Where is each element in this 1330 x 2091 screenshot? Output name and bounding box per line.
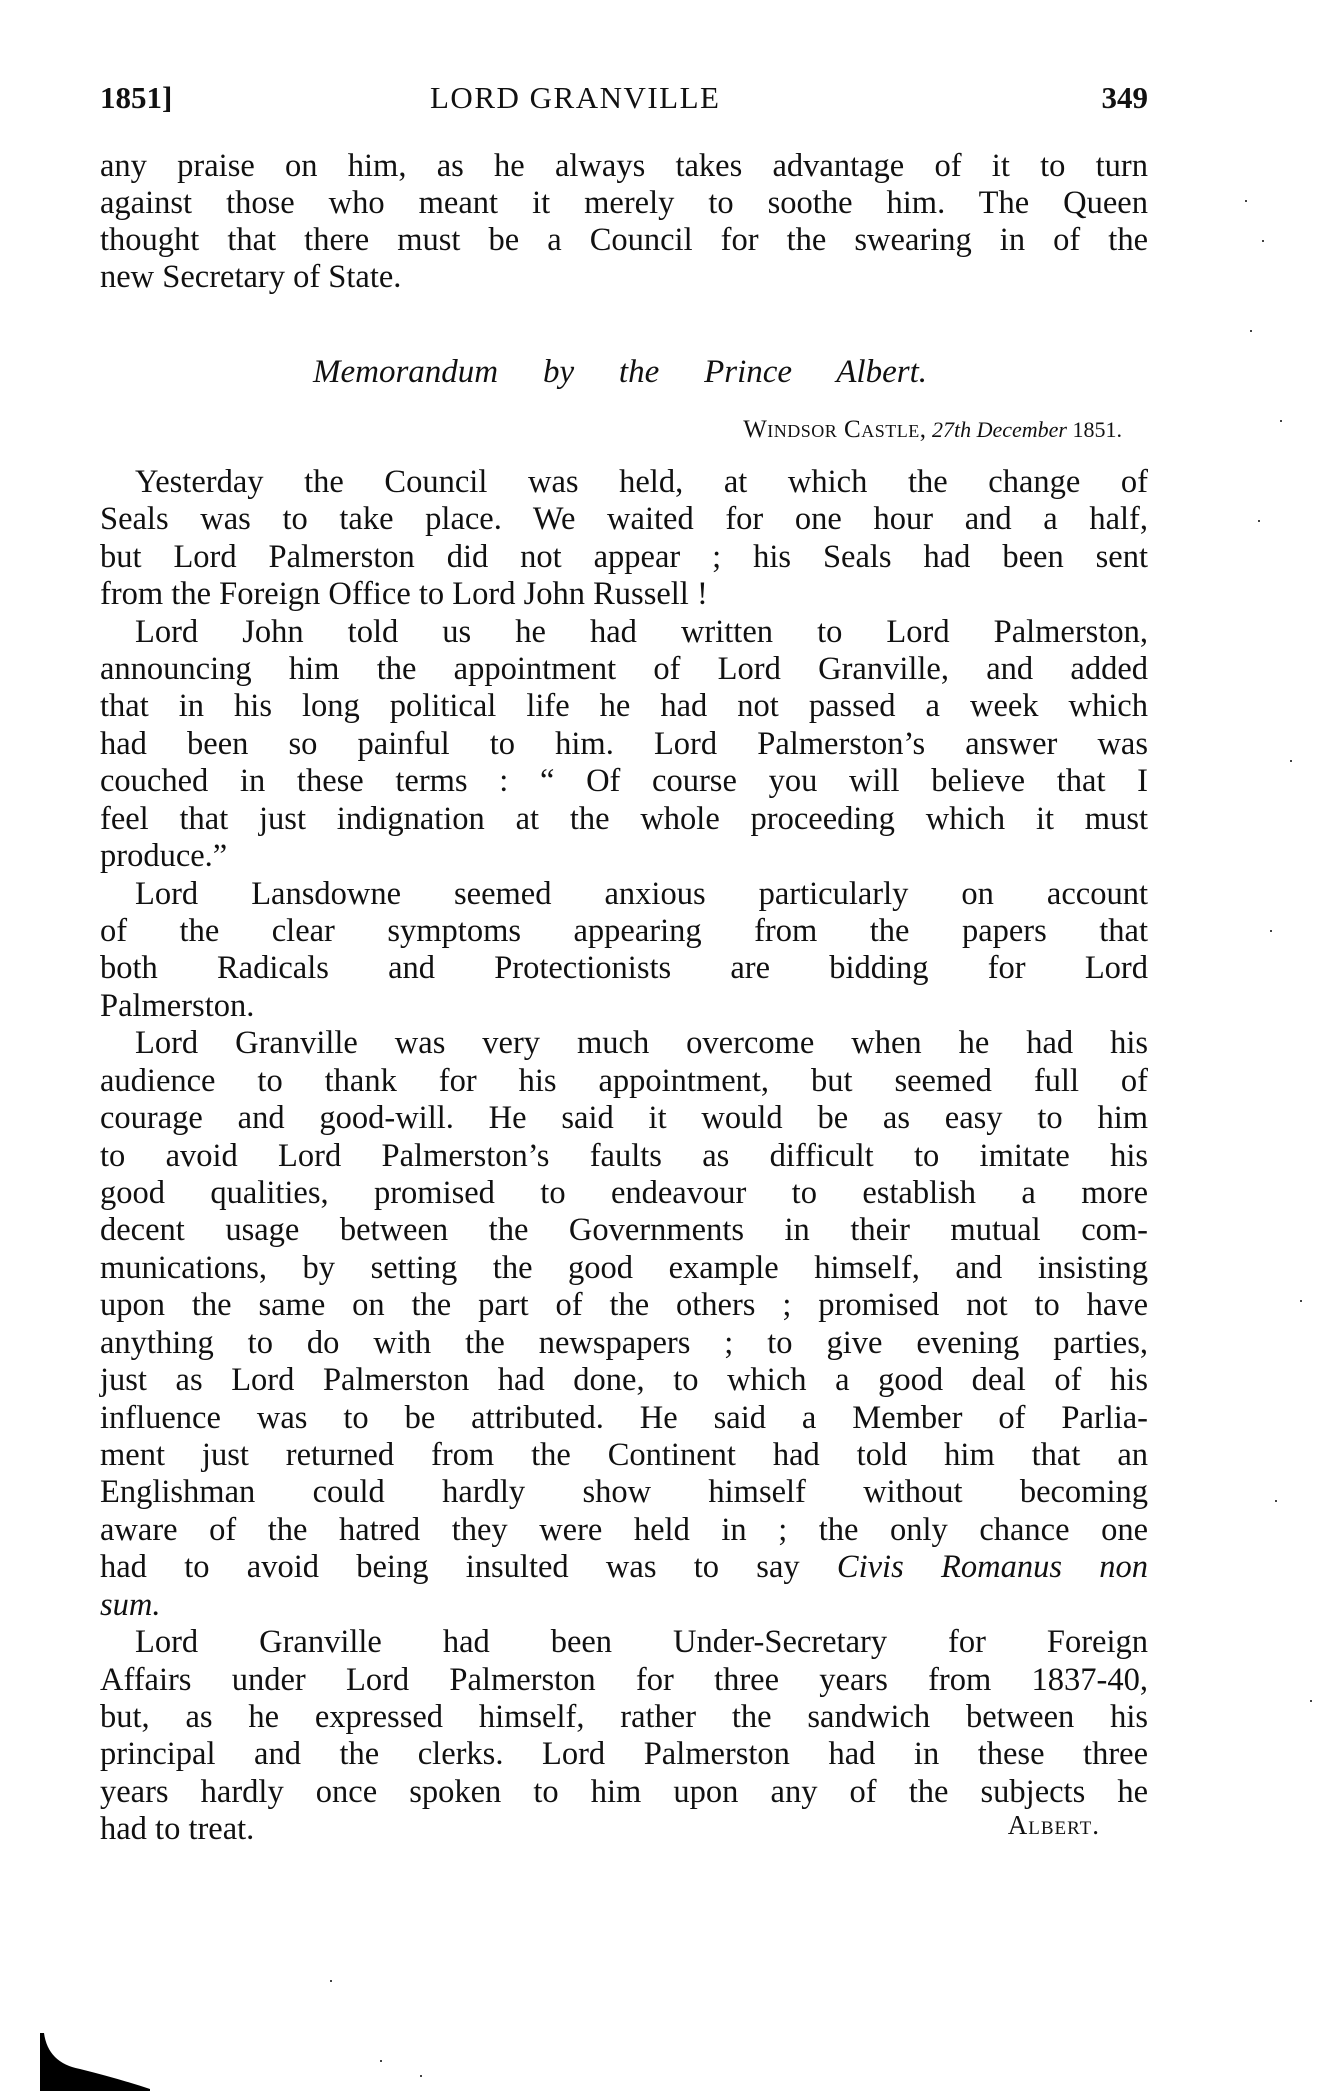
- signature: Albert.: [1007, 1810, 1100, 1840]
- scan-speckle: [1275, 1500, 1277, 1502]
- text-line: Palmerston.: [100, 988, 255, 1024]
- scan-speckle: [420, 2075, 422, 2077]
- text-line: Affairs under Lord Palmerston for three years from 1837-40,: [100, 1662, 1148, 1698]
- running-head-title: LORD GRANVILLE: [430, 80, 721, 115]
- scan-speckle: [1245, 200, 1247, 202]
- scan-speckle: [1270, 930, 1272, 932]
- dateline: [647, 416, 1122, 444]
- dateline-month: December: [976, 417, 1067, 442]
- text-line: principal and the clerks. Lord Palmerston had in these three: [100, 1736, 1148, 1772]
- text-line: years hardly once spoken to him upon any of the subjects he: [100, 1774, 1148, 1810]
- text-line: Seals was to take place. We waited for one hour and a half,: [100, 501, 1148, 537]
- text-line: feel that just indignation at the whole proceeding which it must: [100, 801, 1148, 837]
- text-line: announcing him the appointment of Lord Granville, and added: [100, 651, 1148, 687]
- text-line: had been so painful to him. Lord Palmerston’s answer was: [100, 726, 1148, 762]
- latin-phrase-end: sum.: [100, 1587, 161, 1623]
- text-line: audience to thank for his appointment, but seemed full of: [100, 1063, 1148, 1099]
- text-line: upon the same on the part of the others ; promised not to have: [100, 1287, 1148, 1323]
- scan-speckle: [330, 1980, 332, 1982]
- text-line: Englishman could hardly show himself without becoming: [100, 1474, 1148, 1510]
- text-line: against those who meant it merely to soothe him. The Queen: [100, 185, 1148, 221]
- text-line: just as Lord Palmerston had done, to which a good deal of his: [100, 1362, 1148, 1398]
- text-line: couched in these terms : “ Of course you will believe that I: [100, 763, 1148, 799]
- running-head-year: 1851]: [100, 80, 173, 115]
- scan-speckle: [1262, 240, 1264, 242]
- dateline-place: Windsor Castle,: [743, 416, 927, 443]
- text-line: thought that there must be a Council for the swearing in of the: [100, 222, 1148, 258]
- text-line: courage and good-will. He said it would be as easy to him: [100, 1100, 1148, 1136]
- dateline-day: 27th: [931, 417, 972, 442]
- text-line: Yesterday the Council was held, at which the change of: [135, 464, 1148, 500]
- text-line: [100, 1548, 1148, 1586]
- text-line: any praise on him, as he always takes advantage of it to turn: [100, 148, 1148, 184]
- scan-speckle: [380, 2060, 382, 2062]
- text-line: produce.”: [100, 838, 228, 874]
- scan-speckle: [1310, 1700, 1312, 1702]
- text-line: decent usage between the Governments in their mutual com-: [100, 1212, 1148, 1248]
- text-line: munications, by setting the good example himself, and insisting: [100, 1250, 1148, 1286]
- scan-speckle: [1250, 330, 1252, 332]
- scan-edge-mark: [40, 2033, 150, 2091]
- text-line: to avoid Lord Palmerston’s faults as difficult to imitate his: [100, 1138, 1148, 1174]
- dateline-year: 1851.: [1072, 417, 1122, 442]
- text-line: from the Foreign Office to Lord John Russell !: [100, 576, 708, 612]
- text-line: anything to do with the newspapers ; to give evening parties,: [100, 1325, 1148, 1361]
- text-line: Lord Granville was very much overcome when he had his: [135, 1025, 1148, 1061]
- scan-speckle: [1300, 1300, 1302, 1302]
- running-head: [100, 80, 1148, 116]
- text-line: good qualities, promised to endeavour to establish a more: [100, 1175, 1148, 1211]
- text-line: Lord John told us he had written to Lord Palmerston,: [135, 614, 1148, 650]
- scan-speckle: [1280, 420, 1282, 422]
- scan-speckle: [1290, 760, 1292, 762]
- text-line: had to treat.: [100, 1811, 255, 1847]
- text-line: influence was to be attributed. He said a Member of Parlia-: [100, 1400, 1148, 1436]
- text-line: both Radicals and Protectionists are bidding for Lord: [100, 950, 1148, 986]
- text-line: new Secretary of State.: [100, 259, 402, 295]
- text-line: but Lord Palmerston did not appear ; his Seals had been sent: [100, 539, 1148, 575]
- text-line: ment just returned from the Continent had told him that an: [100, 1437, 1148, 1473]
- latin-phrase: Civis Romanus non: [836, 1549, 1149, 1585]
- text-segment: had to avoid being insulted was to say: [100, 1549, 800, 1585]
- scan-speckle: [1258, 520, 1260, 522]
- text-line: aware of the hatred they were held in ; the only chance one: [100, 1512, 1148, 1548]
- page-number: 349: [1101, 80, 1148, 115]
- text-line: that in his long political life he had not passed a week which: [100, 688, 1148, 724]
- text-line: but, as he expressed himself, rather the sandwich between his: [100, 1699, 1148, 1735]
- section-heading: Memorandum by the Prince Albert.: [313, 354, 927, 390]
- text-line: Lord Granville had been Under-Secretary for Foreign: [135, 1624, 1148, 1660]
- text-line: Lord Lansdowne seemed anxious particularly on account: [135, 876, 1148, 912]
- text-line: of the clear symptoms appearing from the papers that: [100, 913, 1148, 949]
